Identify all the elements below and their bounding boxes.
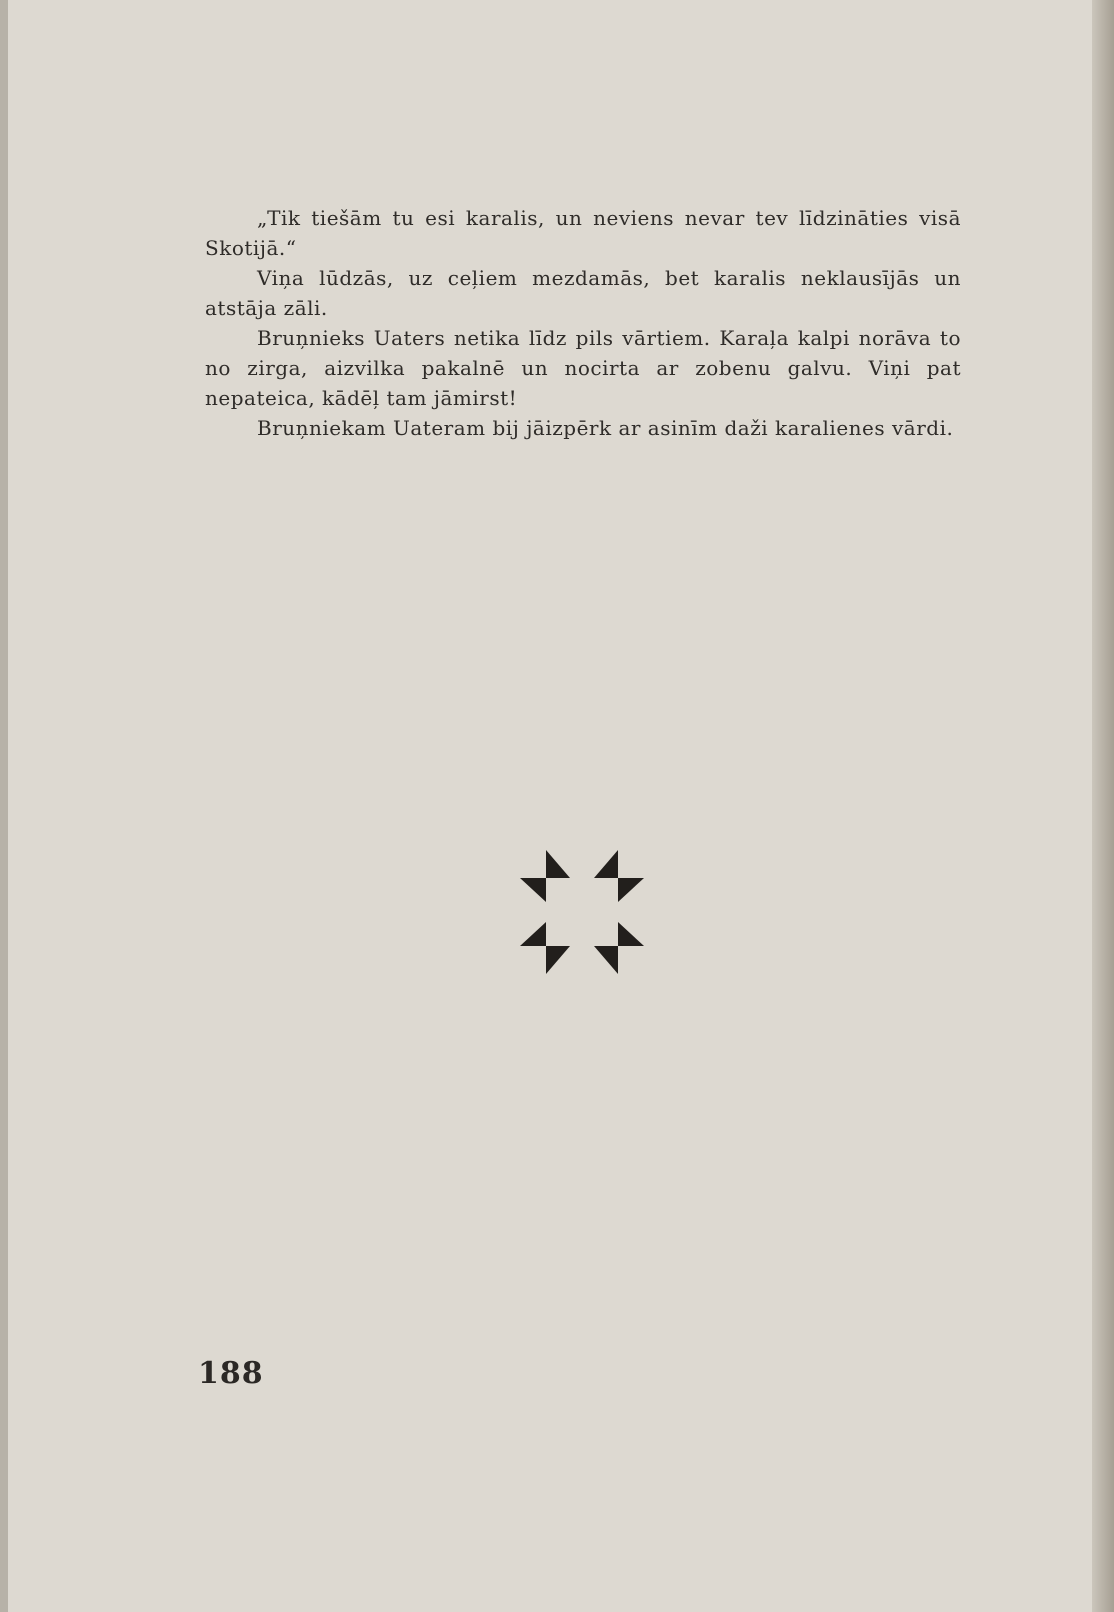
page-edge [1092, 0, 1114, 1612]
paragraph: Bruņnieks Uaters netika līdz pils vārtiem. Karaļa kalpi norāva to no zirga, aizvilka pakalnē un nocirta ar zobenu galvu. Viņi pat nepateica, kādēļ tam jāmirst! [205, 326, 961, 410]
page-number: 188 [198, 1356, 264, 1391]
star-ornament-icon [520, 850, 644, 974]
paragraph: Viņa lūdzās, uz ceļiem mezdamās, bet karalis neklausījās un atstāja zāli. [205, 266, 961, 320]
body-text [205, 203, 961, 443]
paragraph: „Tik tiešām tu esi karalis, un neviens nevar tev līdzināties visā Skotijā.“ [205, 206, 961, 260]
paragraph: Bruņniekam Uateram bij jāizpērk ar asinīm daži karalienes vārdi. [257, 416, 954, 440]
